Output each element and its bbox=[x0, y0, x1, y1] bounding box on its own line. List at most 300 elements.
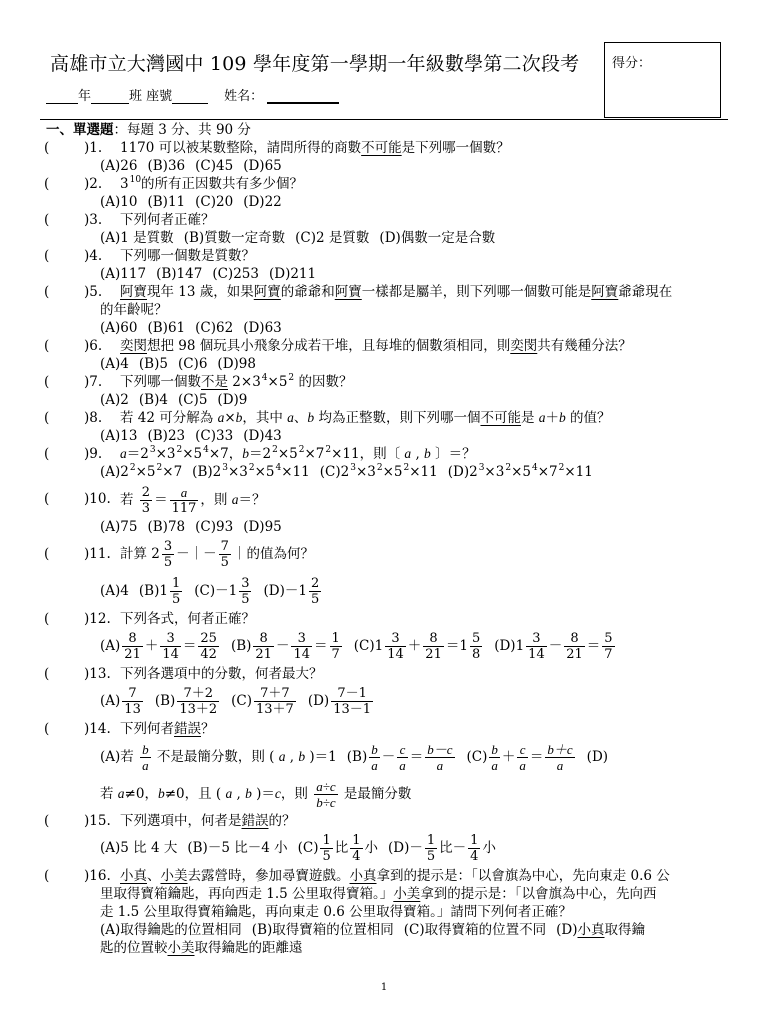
option-label: (B) bbox=[147, 320, 168, 336]
answer-option bbox=[295, 230, 369, 246]
fraction-denominator: 117 bbox=[171, 501, 197, 516]
answer-option bbox=[100, 158, 137, 174]
text-run: － bbox=[275, 638, 290, 654]
fraction-denominator: 21 bbox=[425, 647, 442, 662]
question-stem bbox=[0, 812, 768, 830]
underlined-text: 小真 bbox=[577, 922, 605, 938]
text-run: ×3 bbox=[155, 446, 176, 462]
fraction bbox=[122, 631, 143, 662]
answer-option bbox=[466, 742, 577, 773]
answer-blank-close: ) bbox=[84, 374, 90, 390]
math-variable: a bbox=[404, 446, 412, 461]
text-run: 6 bbox=[198, 356, 208, 372]
text-run: ×5 bbox=[382, 464, 403, 480]
text-run: ，則 bbox=[280, 786, 313, 802]
text-run: 1 是質數 bbox=[120, 230, 174, 246]
question-7 bbox=[0, 373, 768, 409]
underlined-text: 阿寶 bbox=[120, 284, 147, 300]
exponent: 2 bbox=[288, 373, 295, 383]
text-run: 下列選項中，何者是 bbox=[120, 813, 242, 829]
text-run: 是 bbox=[520, 410, 539, 426]
option-label: (C) bbox=[195, 158, 217, 174]
exponent: 4 bbox=[531, 463, 538, 473]
answer-blank-close: ) bbox=[84, 491, 90, 507]
option-label: (D) bbox=[263, 583, 285, 599]
options-line bbox=[0, 319, 768, 337]
answer-blank-open: ( bbox=[44, 813, 50, 829]
text-run: ×7 bbox=[162, 464, 183, 480]
text-run: 62 bbox=[216, 320, 234, 336]
answer-option bbox=[195, 428, 233, 444]
question-number bbox=[84, 373, 102, 391]
text-run: 1 bbox=[374, 638, 384, 654]
fraction-denominator: 13－1 bbox=[333, 702, 372, 717]
text-run: 里取得寶箱鑰匙，再向西走 1.5 公里取得寶箱。」 bbox=[100, 886, 394, 902]
option-label: (C) bbox=[195, 519, 217, 535]
fraction-numerator: 5 bbox=[471, 631, 481, 646]
section-heading bbox=[0, 121, 768, 139]
text-run: 的所有正因數共有多少個？ bbox=[141, 176, 304, 192]
text-run: 3 bbox=[120, 176, 129, 192]
text-run: ＝2 bbox=[126, 446, 149, 462]
answer-option bbox=[147, 519, 185, 535]
underlined-text: 小美 bbox=[393, 886, 421, 902]
text-run: －1 bbox=[215, 583, 238, 599]
text-run: ＋ bbox=[501, 749, 516, 765]
student-info-row bbox=[46, 86, 339, 104]
text-run: －1 bbox=[284, 583, 307, 599]
answer-option bbox=[194, 576, 253, 607]
fraction-numerator: 8 bbox=[253, 631, 274, 647]
text-run: 2 是質數 bbox=[316, 230, 370, 246]
fraction bbox=[470, 631, 482, 662]
answer-option bbox=[231, 686, 298, 717]
answer-blank-open: ( bbox=[44, 546, 50, 562]
answer-option bbox=[147, 320, 185, 336]
fraction-numerator: a÷c bbox=[316, 779, 336, 794]
math-variable: a bbox=[120, 446, 127, 461]
answer-blank-open: ( bbox=[44, 248, 50, 264]
answer-option bbox=[243, 519, 282, 535]
question-stem bbox=[0, 536, 768, 573]
answer-blank-close: ) bbox=[84, 248, 90, 264]
fraction-numerator: a bbox=[170, 485, 199, 501]
fraction-numerator: 1 bbox=[171, 576, 181, 591]
score-label: 得分： bbox=[612, 56, 652, 71]
option-label: (B) bbox=[138, 583, 160, 599]
fraction bbox=[177, 686, 219, 717]
option-label: (D) bbox=[494, 638, 516, 654]
answer-blank-close: ) bbox=[84, 666, 90, 682]
name-blank bbox=[267, 88, 339, 104]
question-13 bbox=[0, 665, 768, 720]
answer-option bbox=[184, 230, 285, 246]
option-label: (D) bbox=[217, 392, 239, 408]
text-run: 1170 可以被某數整除，請問所得的商數 bbox=[120, 140, 362, 156]
text-run: 共有幾種分法？ bbox=[537, 338, 632, 354]
question-number bbox=[84, 337, 102, 355]
question-number-label: 3. bbox=[89, 212, 103, 228]
underlined-text: 小真 bbox=[120, 868, 147, 884]
text-run: 147 bbox=[176, 266, 203, 282]
option-label: (C) bbox=[194, 583, 216, 599]
fraction-numerator: 7＋7 bbox=[254, 686, 296, 702]
answer-option bbox=[100, 519, 137, 535]
option-label: (C) bbox=[466, 749, 488, 765]
text-run: , bbox=[232, 786, 246, 802]
option-label: (A) bbox=[100, 749, 121, 765]
math-variable: b bbox=[245, 786, 252, 801]
math-variable: a bbox=[231, 492, 239, 507]
answer-option bbox=[195, 320, 233, 336]
underlined-text: 錯誤 bbox=[174, 721, 201, 737]
text-run: 下列何者正確？ bbox=[120, 212, 215, 228]
text-run: , bbox=[411, 446, 425, 462]
answer-blank-open: ( bbox=[44, 721, 50, 737]
fraction bbox=[314, 779, 337, 810]
text-run: ×7， bbox=[208, 446, 243, 462]
answer-blank-open: ( bbox=[44, 868, 50, 884]
grade-blank bbox=[46, 89, 78, 104]
question-stem bbox=[0, 175, 768, 193]
text-run: 的年齡呢？ bbox=[100, 302, 168, 318]
option-label: (A) bbox=[100, 922, 121, 938]
question-number bbox=[84, 139, 102, 157]
option-label: (B) bbox=[251, 922, 273, 938]
answer-option bbox=[263, 576, 323, 607]
question-10 bbox=[0, 481, 768, 536]
fraction-denominator: 42 bbox=[200, 647, 217, 662]
answer-option bbox=[178, 392, 207, 408]
text-run: 75 bbox=[120, 519, 138, 535]
question-stem bbox=[0, 139, 768, 157]
question-list bbox=[0, 121, 768, 957]
fraction-denominator: 14 bbox=[162, 647, 179, 662]
answer-option bbox=[307, 686, 375, 717]
answer-option bbox=[217, 356, 256, 372]
text-run: 4 bbox=[120, 356, 129, 372]
text-run: 比－ bbox=[439, 840, 467, 856]
options-line bbox=[0, 628, 768, 665]
exponent: 2 bbox=[558, 463, 565, 473]
options-line bbox=[0, 391, 768, 409]
math-variable: a bbox=[538, 410, 546, 425]
answer-option bbox=[139, 392, 168, 408]
answer-blank-open: ( bbox=[44, 212, 50, 228]
text-run: )＝ bbox=[251, 786, 275, 802]
answer-blank-open: ( bbox=[44, 666, 50, 682]
fraction-denominator: 8 bbox=[471, 647, 481, 662]
math-variable: b bbox=[235, 410, 243, 425]
text-run: － bbox=[548, 638, 563, 654]
answer-option bbox=[448, 464, 593, 480]
option-label: (D) bbox=[243, 519, 265, 535]
answer-blank-open: ( bbox=[44, 611, 50, 627]
exponent: 2 bbox=[325, 445, 332, 455]
text-run: ，其中 bbox=[242, 410, 288, 426]
exponent: 2 bbox=[403, 463, 410, 473]
fraction-denominator: 21 bbox=[124, 647, 141, 662]
fraction bbox=[385, 631, 406, 662]
fraction-denominator: 5 bbox=[163, 555, 173, 570]
text-run: ＋ bbox=[545, 410, 560, 426]
option-label: (A) bbox=[100, 840, 121, 856]
text-run: ＝ bbox=[154, 492, 168, 508]
question-number bbox=[84, 867, 111, 885]
answer-option bbox=[346, 742, 457, 773]
text-run: ？ bbox=[201, 721, 215, 737]
text-run: 23 bbox=[167, 428, 186, 444]
exponent: 3 bbox=[350, 463, 356, 473]
text-run: 22 bbox=[264, 194, 282, 210]
fraction bbox=[330, 631, 342, 662]
question-number bbox=[84, 536, 111, 573]
math-variable: a bbox=[217, 410, 225, 425]
text-run: 比 bbox=[334, 840, 349, 856]
text-run: 下列何者 bbox=[120, 721, 174, 737]
answer-blank-close: ) bbox=[84, 721, 90, 737]
text-run: 取得寶箱的位置不同 bbox=[424, 922, 547, 938]
question-number bbox=[84, 175, 102, 193]
text-run: ×11 bbox=[281, 464, 310, 480]
fraction-numerator: 7 bbox=[220, 539, 229, 554]
answer-option bbox=[195, 158, 233, 174]
text-run: 取得鑰 bbox=[604, 922, 645, 938]
question-stem bbox=[0, 481, 768, 518]
fraction-denominator: 5 bbox=[322, 849, 331, 864]
option-label: (A) bbox=[100, 356, 121, 372]
underlined-text: 小美 bbox=[160, 868, 188, 884]
fraction-denominator: 5 bbox=[220, 555, 229, 570]
option-label: (A) bbox=[100, 230, 121, 246]
text-run: 5 bbox=[198, 392, 208, 408]
math-variable: b bbox=[307, 410, 315, 425]
answer-blank-close: ) bbox=[84, 611, 90, 627]
fraction-numerator: 1 bbox=[470, 833, 479, 848]
fraction bbox=[160, 631, 181, 662]
answer-option bbox=[252, 922, 394, 938]
option-label: (D) bbox=[307, 693, 330, 709]
options-line bbox=[0, 830, 768, 867]
answer-option bbox=[404, 922, 546, 938]
fraction-numerator: 1 bbox=[426, 833, 436, 848]
option-label: (B) bbox=[147, 428, 168, 444]
header-divider bbox=[40, 119, 728, 120]
fraction bbox=[170, 485, 199, 516]
option-label: (C) bbox=[319, 464, 341, 480]
option-label: (B) bbox=[192, 464, 213, 480]
underlined-text: 阿寶 bbox=[253, 284, 281, 300]
text-run: 現年 13 歲，如果 bbox=[147, 284, 254, 300]
question-stem bbox=[0, 867, 768, 885]
answer-option bbox=[154, 686, 221, 717]
answer-option bbox=[243, 320, 282, 336]
text-run: ＋ bbox=[407, 638, 422, 654]
text-run: ＝2 bbox=[249, 446, 272, 462]
text-run: －5 比－4 小 bbox=[207, 840, 288, 856]
class-blank bbox=[91, 89, 129, 104]
underlined-text: 阿寶 bbox=[591, 284, 619, 300]
text-run: 質數一定奇數 bbox=[204, 230, 286, 246]
options-line bbox=[0, 355, 768, 373]
text-run: ＝ bbox=[182, 638, 197, 654]
option-label: (D) bbox=[243, 194, 265, 210]
text-run: 20 bbox=[216, 194, 234, 210]
option-label: (A) bbox=[100, 464, 121, 480]
math-variable: a bbox=[287, 410, 294, 425]
text-run: 下列各選項中的分數，何者最大？ bbox=[120, 666, 323, 682]
answer-option bbox=[100, 840, 177, 856]
question-number bbox=[84, 211, 102, 229]
math-variable: b bbox=[157, 786, 165, 801]
option-label: (B) bbox=[154, 693, 176, 709]
fraction-denominator: 7 bbox=[604, 647, 613, 662]
text-run: ×11，則〔 bbox=[331, 446, 405, 462]
section-note: ：每題 3 分、共 90 分 bbox=[113, 122, 251, 138]
answer-option bbox=[100, 686, 145, 717]
fraction bbox=[320, 833, 332, 864]
question-number-label: 15. bbox=[89, 813, 111, 829]
question-number-label: 6. bbox=[89, 338, 103, 354]
answer-option bbox=[320, 464, 438, 480]
question-number bbox=[84, 610, 111, 628]
text-run: 爺爺現在 bbox=[618, 284, 673, 300]
option-label: (C) bbox=[177, 356, 199, 372]
option-label: (C) bbox=[195, 194, 217, 210]
text-run: 計算 2 bbox=[120, 546, 160, 562]
answer-option bbox=[195, 194, 233, 210]
answer-blank-close: ) bbox=[84, 212, 90, 228]
fraction-denominator: a bbox=[399, 758, 406, 773]
fraction bbox=[253, 631, 274, 662]
answer-option bbox=[100, 230, 174, 246]
fraction-denominator: a bbox=[519, 758, 526, 773]
text-run: 2 bbox=[340, 464, 350, 480]
answer-option bbox=[379, 230, 495, 246]
question-stem bbox=[0, 337, 768, 355]
fraction bbox=[545, 742, 574, 773]
answer-option bbox=[100, 464, 182, 480]
text-run: 想把 98 個玩具小飛象分成若干堆，且每堆的個數須相同，則 bbox=[147, 338, 511, 354]
exponent: 2 bbox=[129, 463, 136, 473]
text-run: 2 bbox=[120, 392, 129, 408]
exponent: 4 bbox=[203, 445, 209, 455]
option-label: (D) bbox=[586, 749, 609, 765]
text-run: 若 bbox=[120, 749, 139, 765]
answer-option bbox=[297, 833, 379, 864]
text-run: 13 bbox=[120, 428, 138, 444]
text-run: ×11 bbox=[409, 464, 438, 480]
fraction-numerator: c bbox=[397, 742, 408, 758]
fraction-numerator: 5 bbox=[604, 631, 613, 646]
question-4 bbox=[0, 247, 768, 283]
fraction bbox=[140, 742, 151, 773]
question-number bbox=[84, 283, 102, 301]
options-line bbox=[0, 427, 768, 445]
fraction-denominator: a bbox=[491, 758, 498, 773]
question-15 bbox=[0, 812, 768, 867]
underlined-text: 錯誤 bbox=[241, 813, 269, 829]
answer-option bbox=[100, 266, 146, 282]
text-run: ＋ bbox=[144, 638, 159, 654]
fraction bbox=[170, 576, 182, 607]
fraction-numerator: 8 bbox=[564, 631, 585, 647]
answer-blank-close: ) bbox=[84, 284, 90, 300]
text-run: 下列哪一個數是質數？ bbox=[120, 248, 255, 264]
question-number-label: 16. bbox=[89, 868, 111, 884]
answer-option bbox=[230, 631, 344, 662]
fraction-numerator: 8 bbox=[122, 631, 143, 647]
question-number-label: 1. bbox=[89, 140, 103, 156]
question-6 bbox=[0, 337, 768, 373]
exponent: 2 bbox=[298, 445, 305, 455]
text-run: 下列各式，何者正確？ bbox=[120, 611, 255, 627]
answer-blank-close: ) bbox=[84, 338, 90, 354]
text-run: 拿到的提示是：「以會旗為中心，先向西 bbox=[420, 886, 657, 902]
question-16 bbox=[0, 867, 768, 957]
fraction-numerator: 3 bbox=[291, 631, 312, 647]
answer-option bbox=[156, 266, 202, 282]
option-label: (B) bbox=[230, 638, 252, 654]
fraction-denominator: a bbox=[556, 758, 564, 773]
question-stem bbox=[0, 665, 768, 683]
option-label: (D) bbox=[243, 428, 265, 444]
text-run: 的爺爺和 bbox=[280, 284, 335, 300]
answer-option bbox=[195, 519, 233, 535]
text-run: 下列哪一個數 bbox=[120, 374, 201, 390]
option-label: (D) bbox=[556, 922, 578, 938]
fraction-denominator: 5 bbox=[426, 849, 436, 864]
text-run: 若 bbox=[100, 786, 118, 802]
option-label: (B) bbox=[187, 840, 208, 856]
text-run: － bbox=[381, 749, 396, 765]
options-line bbox=[0, 683, 768, 720]
exponent: 2 bbox=[176, 445, 183, 455]
text-run: 若 42 可分解為 bbox=[120, 410, 218, 426]
fraction-denominator: 13 bbox=[124, 702, 141, 717]
math-variable: a bbox=[278, 749, 286, 764]
answer-blank-close: ) bbox=[84, 140, 90, 156]
option-label: (B) bbox=[156, 266, 177, 282]
grade-label: 年 bbox=[78, 89, 92, 104]
text-run: 偶數一定是合數 bbox=[400, 230, 496, 246]
text-run: 45 bbox=[216, 158, 234, 174]
question-stem bbox=[0, 610, 768, 628]
fraction-numerator: 3 bbox=[385, 631, 406, 647]
answer-option bbox=[100, 392, 129, 408]
option-label: (C) bbox=[195, 320, 217, 336]
fraction-numerator: 25 bbox=[200, 631, 217, 646]
answer-blank-close: ) bbox=[84, 813, 90, 829]
question-5 bbox=[0, 283, 768, 337]
option-label: (C) bbox=[212, 266, 234, 282]
fraction bbox=[140, 485, 152, 516]
option-label: (A) bbox=[100, 392, 121, 408]
text-run: 的值？ bbox=[565, 410, 611, 426]
fraction-numerator: 1 bbox=[322, 833, 331, 848]
text-run: ＝ bbox=[314, 638, 328, 654]
answer-option bbox=[243, 194, 282, 210]
fraction-numerator: 2 bbox=[310, 576, 320, 591]
options-line bbox=[0, 573, 768, 610]
answer-blank-close: ) bbox=[84, 446, 90, 462]
option-label: (A) bbox=[100, 583, 121, 599]
answer-option bbox=[178, 356, 207, 372]
underlined-text: 不可能 bbox=[361, 140, 402, 156]
option-label: (C) bbox=[177, 392, 199, 408]
options-line bbox=[0, 939, 768, 957]
option-label: (A) bbox=[100, 638, 121, 654]
